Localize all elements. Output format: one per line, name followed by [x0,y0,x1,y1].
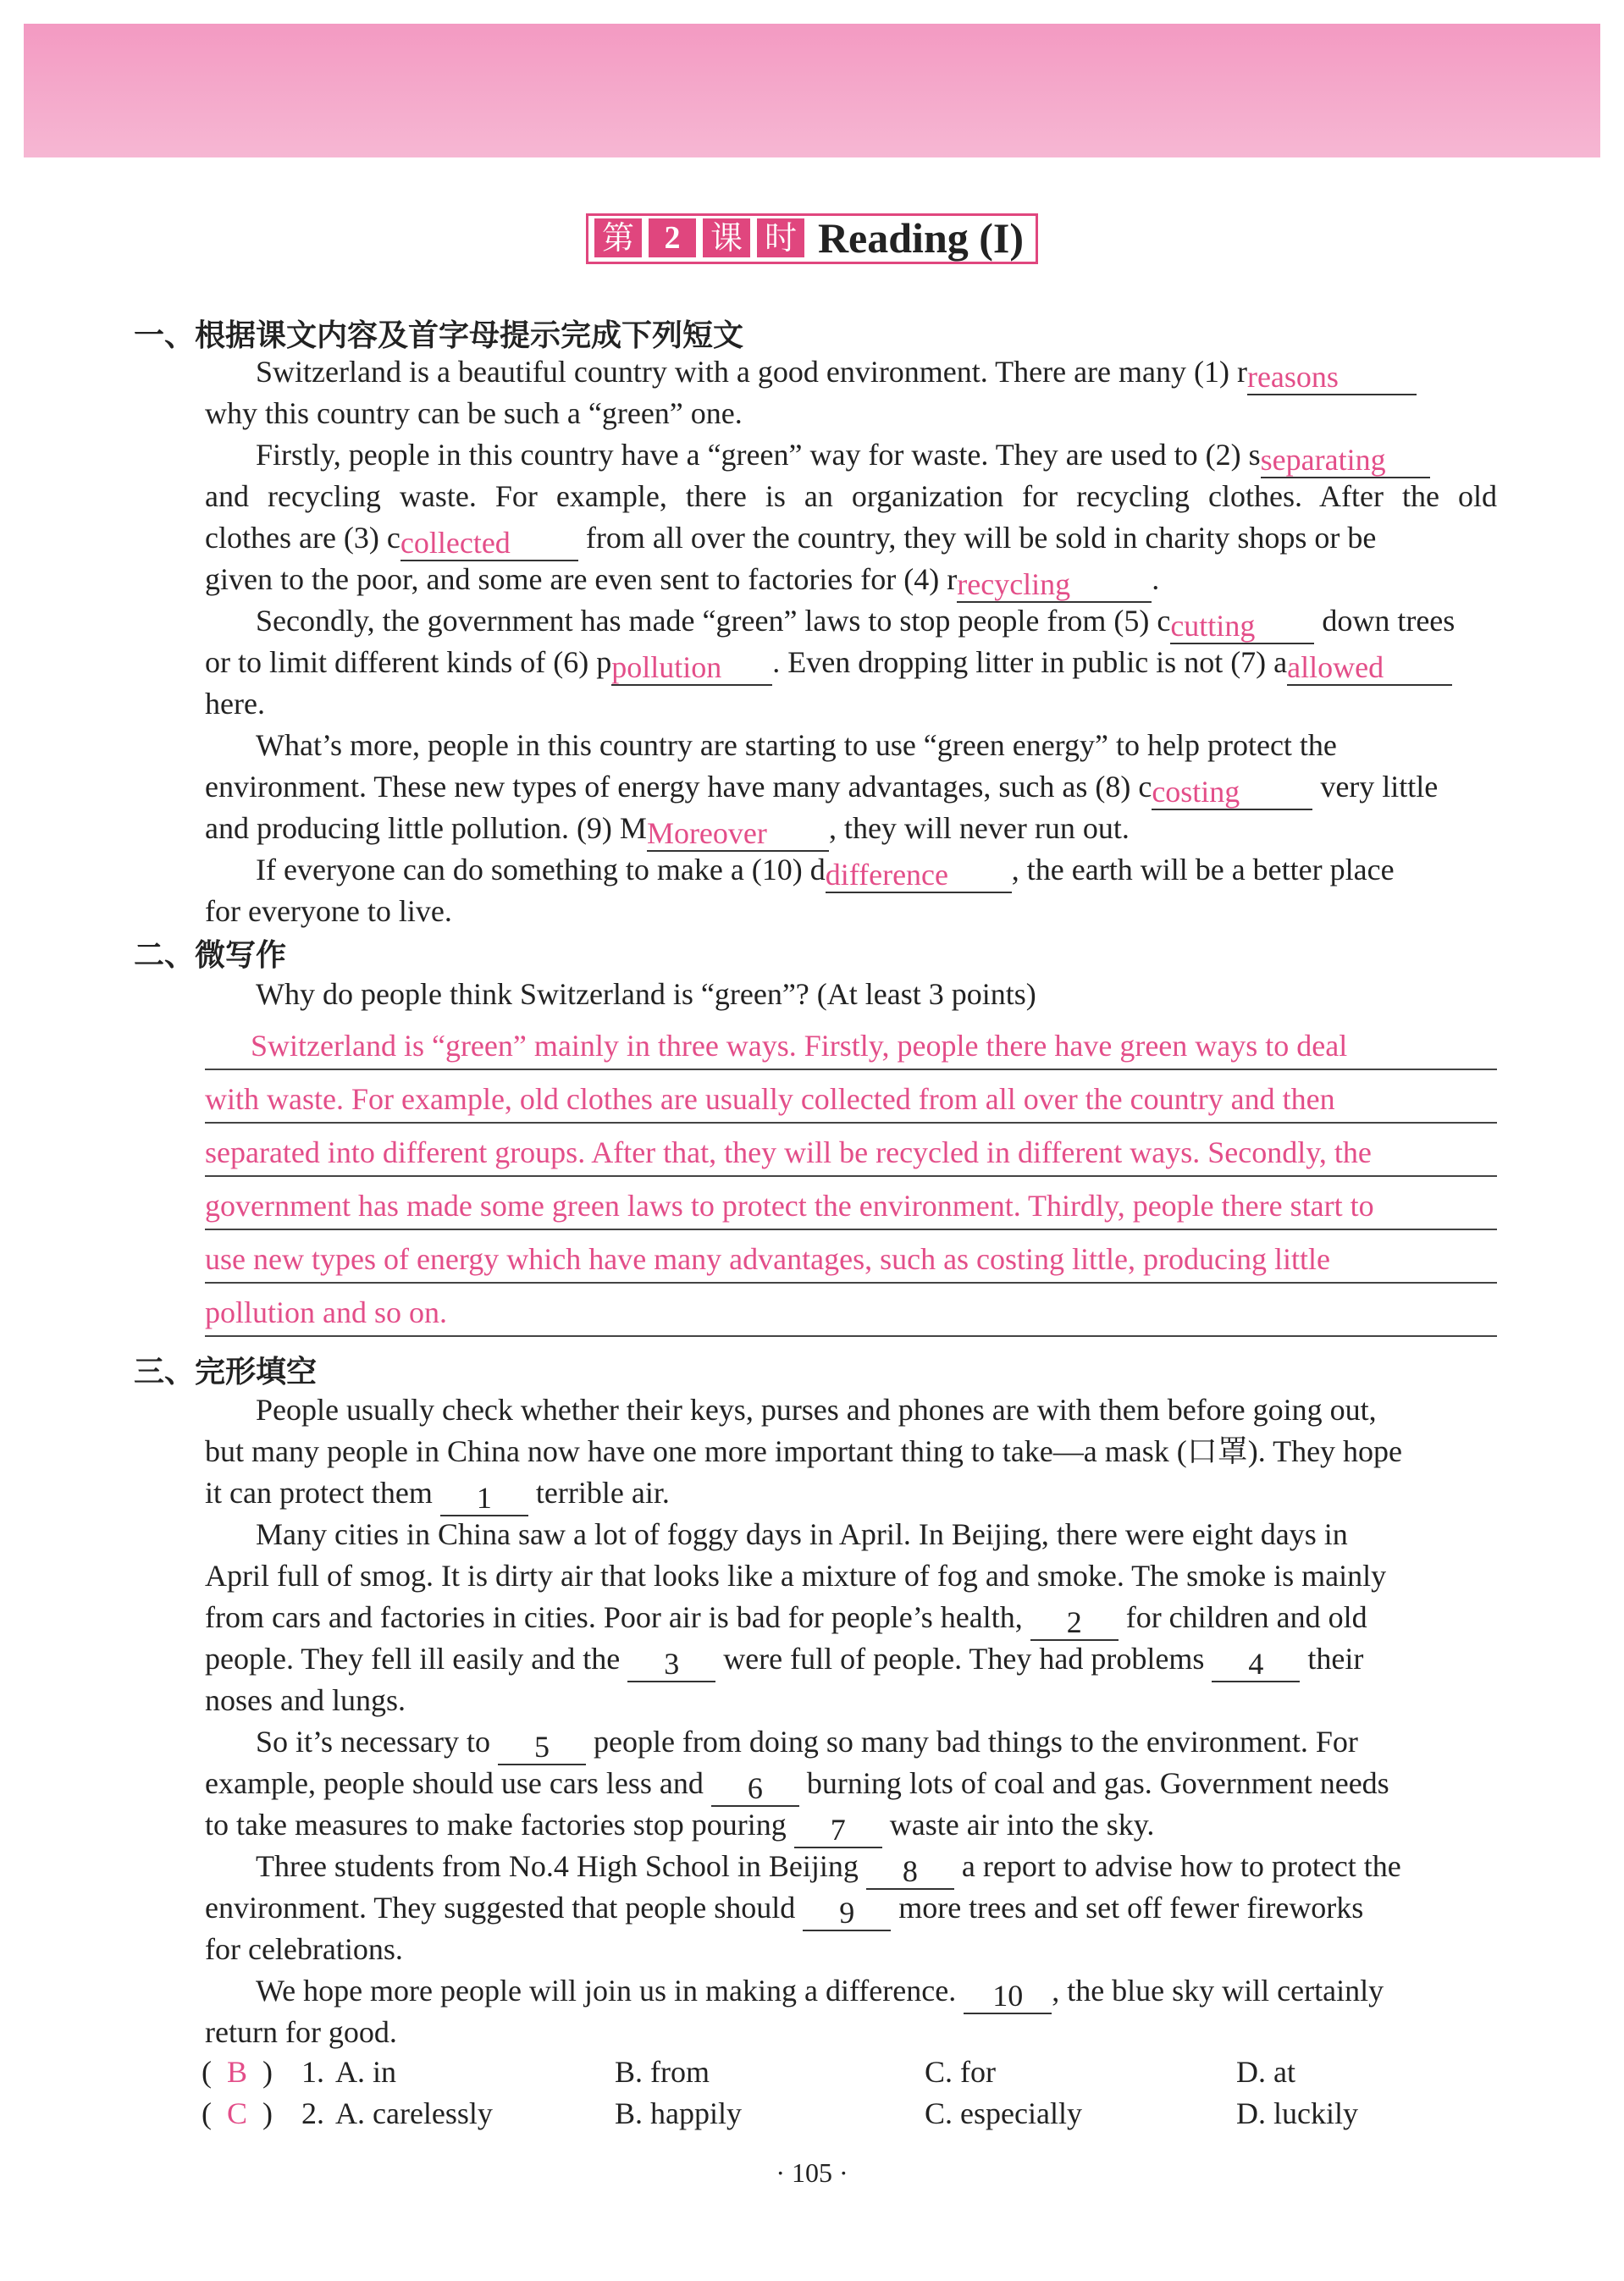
answer-text: difference [825,858,949,892]
text: very little [1312,770,1439,804]
answer-text: Moreover [646,816,767,850]
essay-line: separated into different groups. After that, they will be recycled in different ways. Secondly, the [205,1131,1497,1177]
answer-text: recycling [957,567,1071,601]
cloze-blank: 3 [627,1649,715,1682]
question-number: 1. [301,2055,324,2089]
answer-blank [647,818,829,852]
text: from all over the country, they will be sold in charity shops or be [577,521,1377,555]
passage-line [256,1723,1497,1765]
option-b: B. from [615,2055,710,2089]
text: to take measures to make factories stop pouring [205,1808,794,1842]
passage-line: for everyone to live. [205,894,452,928]
title-chip: 2 [649,218,696,257]
passage-line [205,1474,1497,1516]
passage-line [256,851,1497,893]
passage-line [205,1765,1497,1807]
question-number: 2. [301,2096,324,2130]
text: people from doing so many bad things to the environment. For [585,1725,1358,1759]
title-chip: 时 [757,218,804,257]
text: given to the poor, and some are even sent to factories for (4) r [205,562,958,596]
text: were full of people. They had problems [715,1642,1212,1676]
title-chip: 课 [703,218,750,257]
essay-line: with waste. For example, old clothes are usually collected from all over the country and then [205,1078,1497,1124]
answer-text: reasons [1246,360,1339,394]
answer-blank [400,527,578,561]
text: waste air into the sky. [881,1808,1155,1842]
option-d: D. luckily [1236,2096,1358,2130]
option-c: C. for [925,2055,996,2089]
answer-text: allowed [1287,650,1384,684]
passage-line: April full of smog. It is dirty air that looks like a mixture of fog and smoke. The smoke is mainly [205,1559,1387,1593]
passage-line [205,519,1497,561]
passage-line: noses and lungs. [205,1683,406,1717]
text: Three students from No.4 High School in Beijing [256,1849,866,1883]
passage-line [205,1806,1497,1848]
passage-line: and recycling waste. For example, there is an organization for recycling clothes. After the old [205,479,1497,513]
passage-line [256,436,1497,478]
cloze-blank: 10 [964,1980,1052,2014]
option-a: A. in [335,2055,396,2089]
text: people. They fell ill easily and the [205,1642,628,1676]
text: , the earth will be a better place [1011,853,1395,886]
answer-blank [826,859,1012,893]
passage-line [205,1599,1497,1641]
passage-line [256,1972,1497,2014]
answer-bracket: ( B ) [202,2055,273,2089]
header-banner [24,24,1600,157]
lesson-title [0,213,1624,264]
lesson-title-text: Reading (I) [817,214,1025,262]
text: . [1152,562,1160,596]
passage-line [256,1847,1497,1890]
cloze-blank: 4 [1212,1649,1300,1682]
answer-blank [1152,776,1312,810]
text: a report to advise how to protect the [953,1849,1401,1883]
text: or to limit different kinds of (6) p [205,645,612,679]
text: from cars and factories in cities. Poor air is bad for people’s health, [205,1600,1030,1634]
question-answer: C [227,2096,248,2130]
essay-line: government has made some green laws to protect the environment. Thirdly, people there start to [205,1185,1497,1230]
essay-line: use new types of energy which have many advantages, such as costing little, producing little [205,1238,1497,1284]
passage-line: Many cities in China saw a lot of foggy days in April. In Beijing, there were eight days in [256,1517,1348,1551]
text: . Even dropping litter in public is not (7) a [772,645,1288,679]
text: down trees [1314,604,1456,638]
passage-line: What’s more, people in this country are starting to use “green energy” to help protect the [256,728,1337,762]
cloze-blank: 2 [1030,1607,1119,1641]
essay-line: pollution and so on. [205,1291,1497,1337]
answer-blank [957,569,1152,603]
passage-line [256,353,1497,395]
passage-line [205,1889,1497,1931]
text: terrible air. [528,1476,670,1510]
answer-bracket: ( C ) [202,2096,273,2130]
text: example, people should use cars less and [205,1766,711,1800]
writing-prompt: Why do people think Switzerland is “green”? (At least 3 points) [256,977,1036,1011]
passage-line [205,561,1497,603]
text: clothes are (3) c [205,521,400,555]
passage-line [205,768,1497,810]
answer-text: collected [400,526,511,560]
passage-line: People usually check whether their keys, purses and phones are with them before going out, [256,1393,1377,1427]
text: , the blue sky will certainly [1052,1974,1384,2008]
text: environment. They suggested that people should [205,1891,804,1925]
option-b: B. happily [615,2096,742,2130]
title-chip: 第 [594,218,642,257]
passage-line [205,809,1497,852]
passage-line [256,602,1497,644]
essay-line: Switzerland is “green” mainly in three ways. Firstly, people there have green ways to deal [205,1025,1497,1070]
text: for children and old [1118,1600,1367,1634]
answer-text: pollution [611,650,722,684]
section-3-heading: 三、完形填空 [134,1355,318,1389]
answer-blank [1261,445,1430,478]
passage-line: why this country can be such a “green” one. [205,396,743,430]
option-d: D. at [1236,2055,1295,2089]
passage-line: for celebrations. [205,1932,403,1966]
answer-blank [1170,610,1314,644]
text: it can protect them [205,1476,440,1510]
answer-text: costing [1152,775,1240,809]
cloze-blank: 9 [803,1897,891,1931]
lesson-title-box [586,213,1038,264]
passage-line: return for good. [205,2015,397,2049]
answer-blank [1247,362,1417,395]
text: their [1300,1642,1364,1676]
option-a: A. carelessly [335,2096,493,2130]
passage-line: here. [205,687,265,721]
text: , they will never run out. [828,811,1130,845]
text: Switzerland is a beautiful country with a good environment. There are many (1) r [256,355,1247,389]
section-1-heading: 一、根据课文内容及首字母提示完成下列短文 [134,318,744,353]
text: and producing little pollution. (9) M [205,811,647,845]
text: Firstly, people in this country have a “green” way for waste. They are used to (2) s [256,438,1261,472]
passage-line [205,643,1497,686]
page-number: · 105 · [776,2157,848,2188]
text: If everyone can do something to make a (10) d [256,853,826,886]
text: environment. These new types of energy have many advantages, such as (8) c [205,770,1152,804]
text: more trees and set off fewer fireworks [891,1891,1364,1925]
text: We hope more people will join us in making a difference. [256,1974,964,2008]
cloze-blank: 6 [711,1773,799,1807]
passage-line: but many people in China now have one more important thing to take—a mask (口罩). They hope [205,1434,1403,1468]
cloze-blank: 7 [794,1814,882,1848]
cloze-blank: 5 [498,1731,586,1765]
answer-blank [1287,652,1452,686]
question-answer: B [227,2055,248,2089]
passage-line [205,1640,1497,1682]
text: So it’s necessary to [256,1725,498,1759]
answer-text: cutting [1170,609,1256,643]
cloze-blank: 1 [440,1483,528,1516]
section-2-heading: 二、微写作 [134,938,287,973]
text: burning lots of coal and gas. Government needs [798,1766,1389,1800]
answer-blank [611,652,772,686]
option-c: C. especially [925,2096,1082,2130]
text: Secondly, the government has made “green” laws to stop people from (5) c [256,604,1171,638]
answer-text: separating [1260,443,1386,477]
cloze-blank: 8 [866,1856,954,1890]
